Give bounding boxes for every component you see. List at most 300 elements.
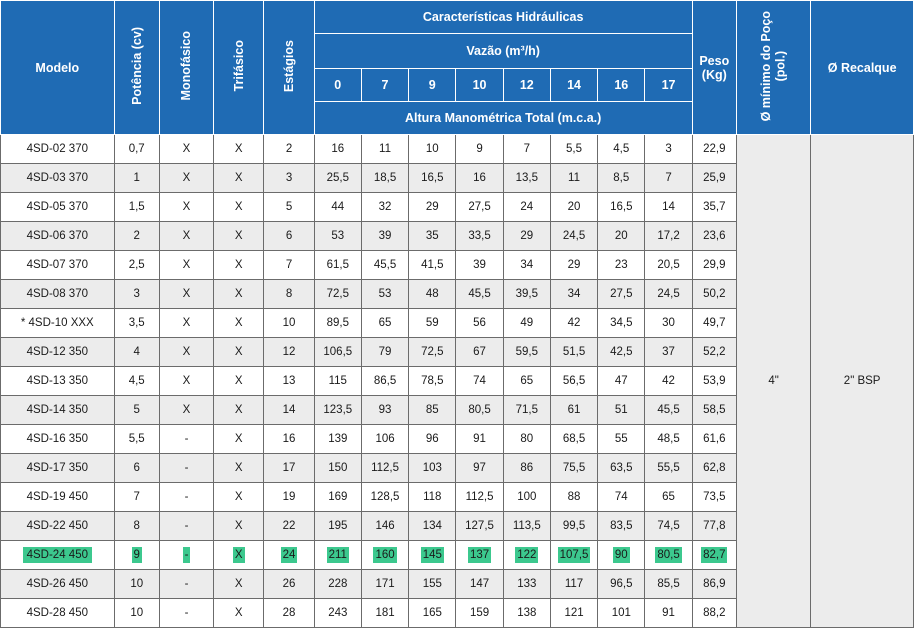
- cell-modelo: [1, 338, 115, 367]
- cell-altura-value: 211: [328, 549, 347, 561]
- cell-potencia: [114, 483, 159, 512]
- cell-estagios: [264, 309, 314, 338]
- cell-estagios: [264, 164, 314, 193]
- cell-peso-value: 23,6: [703, 230, 726, 242]
- cell-altura: [550, 251, 597, 280]
- cell-estagios: [264, 135, 314, 164]
- cell-altura-value: 171: [375, 578, 395, 590]
- cell-altura-value: 29: [567, 259, 581, 271]
- cell-altura-value: 74: [473, 375, 486, 387]
- cell-monofasico: [159, 164, 213, 193]
- table-header: [1, 1, 914, 135]
- cell-estagios-value: 13: [282, 375, 296, 387]
- cell-monofasico: [159, 193, 213, 222]
- cell-trifasico-value: X: [234, 462, 243, 474]
- cell-estagios-value: 19: [282, 491, 296, 503]
- cell-altura: [598, 541, 645, 570]
- header-vazao: Vazão (m³/h): [314, 34, 692, 69]
- cell-altura: [456, 454, 503, 483]
- cell-modelo: [1, 512, 115, 541]
- cell-altura-value: 128,5: [370, 491, 400, 503]
- cell-modelo: [1, 396, 115, 425]
- cell-altura: [361, 512, 408, 541]
- cell-altura: [550, 367, 597, 396]
- cell-trifasico-value: X: [234, 230, 243, 242]
- cell-modelo-value: 4SD-07 370: [26, 259, 88, 271]
- cell-altura-value: 5,5: [566, 143, 583, 155]
- cell-altura-value: 55,5: [657, 462, 680, 474]
- cell-altura-value: 91: [662, 607, 675, 619]
- cell-peso-value: 82,7: [703, 549, 726, 561]
- cell-potencia-value: 0,7: [128, 143, 145, 155]
- cell-peso-value: 50,2: [703, 288, 726, 300]
- cell-altura: [456, 193, 503, 222]
- cell-altura: [598, 280, 645, 309]
- cell-monofasico-value: -: [184, 549, 189, 561]
- cell-altura-value: 107,5: [559, 549, 589, 561]
- cell-modelo-value: 4SD-24 450: [23, 547, 92, 563]
- cell-altura-value: 165: [422, 607, 442, 619]
- cell-peso: [692, 280, 736, 309]
- cell-potencia: [114, 135, 159, 164]
- cell-peso-value: 58,5: [703, 404, 726, 416]
- cell-altura-value: 117: [564, 578, 584, 590]
- cell-altura: [598, 251, 645, 280]
- header-flow-value: 12: [503, 69, 550, 102]
- cell-trifasico-value: X: [234, 201, 243, 213]
- cell-altura: [314, 425, 361, 454]
- cell-altura-value: 75,5: [562, 462, 586, 474]
- cell-altura: [598, 338, 645, 367]
- cell-altura: [550, 135, 597, 164]
- cell-altura: [314, 454, 361, 483]
- cell-potencia-value: 5,5: [128, 433, 145, 445]
- cell-peso-value: 29,9: [703, 259, 726, 271]
- cell-estagios-value: 5: [285, 201, 293, 213]
- cell-altura: [361, 193, 408, 222]
- cell-altura-value: 24: [520, 201, 534, 213]
- cell-altura-value: 243: [328, 607, 348, 619]
- cell-altura-value: 9: [476, 143, 483, 155]
- cell-altura-value: 86,5: [373, 375, 397, 387]
- cell-modelo: [1, 599, 115, 628]
- cell-altura: [598, 454, 645, 483]
- cell-peso: [692, 599, 736, 628]
- cell-altura-value: 29: [425, 201, 439, 213]
- cell-potencia: [114, 164, 159, 193]
- cell-monofasico-value: X: [182, 201, 191, 213]
- cell-altura-value: 20,5: [657, 259, 680, 271]
- cell-altura: [503, 599, 550, 628]
- cell-modelo-value: 4SD-17 350: [26, 462, 88, 474]
- cell-altura-value: 45,5: [657, 404, 680, 416]
- cell-monofasico: [159, 338, 213, 367]
- cell-potencia-value: 4: [133, 346, 140, 358]
- cell-altura: [598, 396, 645, 425]
- cell-altura-value: 106,5: [323, 346, 353, 358]
- cell-altura: [645, 338, 692, 367]
- cell-modelo-value: 4SD-05 370: [26, 201, 88, 213]
- cell-potencia-value: 3: [133, 288, 140, 300]
- cell-altura-value: 122: [517, 549, 537, 561]
- cell-altura: [503, 222, 550, 251]
- cell-altura-value: 14: [662, 201, 675, 213]
- cell-modelo: [1, 164, 115, 193]
- header-caracteristicas: Características Hidráulicas: [314, 1, 692, 34]
- cell-peso: [692, 222, 736, 251]
- cell-trifasico-value: X: [234, 346, 243, 358]
- cell-altura: [550, 483, 597, 512]
- cell-modelo-value: 4SD-08 370: [26, 288, 88, 300]
- cell-trifasico-value: X: [234, 491, 243, 503]
- cell-altura-value: 72,5: [421, 346, 444, 358]
- cell-poco-merged: 4": [736, 135, 810, 628]
- cell-trifasico: [214, 396, 264, 425]
- cell-modelo: [1, 454, 115, 483]
- cell-altura: [314, 396, 361, 425]
- cell-altura: [598, 512, 645, 541]
- cell-trifasico: [214, 512, 264, 541]
- cell-peso-value: 22,9: [703, 143, 726, 155]
- cell-modelo: [1, 570, 115, 599]
- cell-altura: [456, 251, 503, 280]
- cell-altura-value: 139: [328, 433, 348, 445]
- cell-potencia: [114, 599, 159, 628]
- cell-modelo: [1, 251, 115, 280]
- cell-estagios: [264, 512, 314, 541]
- cell-modelo-value: 4SD-26 450: [26, 578, 88, 590]
- cell-peso: [692, 512, 736, 541]
- cell-altura-value: 45,5: [468, 288, 491, 300]
- cell-altura: [550, 396, 597, 425]
- cell-altura: [456, 309, 503, 338]
- cell-altura: [503, 309, 550, 338]
- cell-altura: [456, 338, 503, 367]
- cell-peso-value: 53,9: [703, 375, 726, 387]
- cell-altura-value: 101: [611, 607, 631, 619]
- cell-altura-value: 106: [375, 433, 395, 445]
- cell-modelo-value: 4SD-13 350: [26, 375, 88, 387]
- cell-trifasico: [214, 338, 264, 367]
- cell-potencia-value: 10: [130, 607, 144, 619]
- table-body: [1, 135, 914, 628]
- cell-altura: [409, 599, 456, 628]
- cell-altura-value: 55: [614, 433, 628, 445]
- cell-modelo-value: * 4SD-10 XXX: [20, 317, 94, 329]
- cell-altura: [361, 367, 408, 396]
- cell-altura: [598, 367, 645, 396]
- cell-modelo-value: 4SD-28 450: [26, 607, 88, 619]
- cell-altura: [645, 367, 692, 396]
- cell-altura-value: 90: [614, 549, 628, 561]
- cell-altura: [314, 570, 361, 599]
- cell-altura: [598, 599, 645, 628]
- cell-peso: [692, 367, 736, 396]
- cell-altura-value: 4,5: [613, 143, 630, 155]
- cell-altura-value: 91: [473, 433, 486, 445]
- cell-altura-value: 79: [378, 346, 392, 358]
- cell-altura-value: 155: [422, 578, 442, 590]
- cell-altura-value: 35: [425, 230, 439, 242]
- header-potencia: Potência (cv): [114, 1, 159, 135]
- cell-altura-value: 169: [328, 491, 348, 503]
- header-flow-value: 7: [361, 69, 408, 102]
- cell-altura: [550, 338, 597, 367]
- cell-altura-value: 8,5: [613, 172, 630, 184]
- cell-altura: [456, 135, 503, 164]
- cell-altura: [645, 280, 692, 309]
- cell-altura: [645, 135, 692, 164]
- cell-altura: [503, 570, 550, 599]
- cell-trifasico-value: X: [234, 404, 243, 416]
- cell-altura-value: 112,5: [465, 491, 494, 503]
- cell-altura-value: 150: [328, 462, 348, 474]
- cell-estagios: [264, 338, 314, 367]
- cell-altura-value: 44: [331, 201, 345, 213]
- cell-monofasico-value: -: [184, 491, 189, 503]
- cell-altura-value: 48,5: [657, 433, 680, 445]
- header-flow-value: 14: [550, 69, 597, 102]
- cell-altura: [503, 425, 550, 454]
- cell-modelo: [1, 222, 115, 251]
- cell-altura-value: 11: [379, 143, 391, 155]
- cell-potencia-value: 8: [133, 520, 140, 532]
- cell-altura: [361, 454, 408, 483]
- cell-altura-value: 127,5: [465, 520, 494, 532]
- cell-trifasico: [214, 599, 264, 628]
- cell-peso: [692, 135, 736, 164]
- cell-potencia-value: 1: [133, 172, 140, 184]
- cell-monofasico-value: X: [182, 172, 191, 184]
- cell-altura-value: 53: [378, 288, 392, 300]
- cell-altura-value: 13,5: [515, 172, 538, 184]
- cell-altura: [550, 309, 597, 338]
- cell-altura: [598, 570, 645, 599]
- cell-potencia-value: 2,5: [128, 259, 145, 271]
- cell-estagios-value: 12: [282, 346, 296, 358]
- cell-estagios-value: 24: [282, 549, 296, 561]
- cell-monofasico-value: X: [182, 230, 191, 242]
- cell-altura: [314, 512, 361, 541]
- cell-modelo-value: 4SD-16 350: [26, 433, 88, 445]
- cell-altura: [361, 338, 408, 367]
- cell-altura-value: 42,5: [610, 346, 633, 358]
- cell-altura-value: 88: [567, 491, 581, 503]
- cell-altura-value: 93: [378, 404, 392, 416]
- cell-peso: [692, 164, 736, 193]
- cell-potencia-value: 2: [133, 230, 140, 242]
- cell-estagios-value: 8: [285, 288, 293, 300]
- cell-altura-value: 53: [331, 230, 345, 242]
- header-flow-value: 0: [314, 69, 361, 102]
- cell-estagios-value: 16: [282, 433, 296, 445]
- cell-altura: [314, 599, 361, 628]
- cell-altura-value: 113,5: [512, 520, 541, 532]
- cell-monofasico: [159, 570, 213, 599]
- cell-altura-value: 16: [331, 143, 345, 155]
- cell-trifasico: [214, 222, 264, 251]
- header-recalque: Ø Recalque: [811, 1, 914, 135]
- cell-estagios-value: 6: [285, 230, 293, 242]
- cell-estagios: [264, 570, 314, 599]
- cell-altura-value: 61: [567, 404, 581, 416]
- cell-altura-value: 80,5: [657, 549, 680, 561]
- cell-monofasico: [159, 367, 213, 396]
- cell-altura-value: 47: [614, 375, 628, 387]
- cell-trifasico: [214, 570, 264, 599]
- cell-altura-value: 33,5: [468, 230, 491, 242]
- cell-altura-value: 99,5: [562, 520, 586, 532]
- cell-altura-value: 34: [567, 288, 581, 300]
- cell-estagios-value: 3: [285, 172, 293, 184]
- cell-altura-value: 39: [473, 259, 486, 271]
- cell-modelo: [1, 541, 115, 570]
- table-row: [1, 135, 914, 164]
- cell-altura-value: 48: [425, 288, 439, 300]
- cell-altura-value: 42: [567, 317, 581, 329]
- cell-peso: [692, 193, 736, 222]
- cell-altura: [361, 164, 408, 193]
- cell-altura-value: 49: [520, 317, 534, 329]
- cell-peso: [692, 570, 736, 599]
- cell-altura: [314, 483, 361, 512]
- cell-altura-value: 145: [422, 549, 442, 561]
- cell-altura: [409, 512, 456, 541]
- cell-monofasico: [159, 483, 213, 512]
- cell-potencia: [114, 367, 159, 396]
- cell-altura: [645, 222, 692, 251]
- header-flow-value: 10: [456, 69, 503, 102]
- cell-potencia: [114, 396, 159, 425]
- cell-monofasico: [159, 251, 213, 280]
- cell-trifasico-value: X: [234, 259, 243, 271]
- cell-modelo: [1, 309, 115, 338]
- cell-altura: [645, 599, 692, 628]
- cell-monofasico-value: X: [182, 143, 191, 155]
- cell-altura-value: 65: [662, 491, 675, 503]
- cell-altura: [456, 396, 503, 425]
- cell-potencia: [114, 309, 159, 338]
- cell-altura-value: 67: [473, 346, 486, 358]
- cell-altura: [314, 309, 361, 338]
- cell-trifasico-value: X: [234, 549, 243, 561]
- header-poco: Ø mínimo do Poço (pol.): [736, 1, 810, 135]
- header-flow-value: 16: [598, 69, 645, 102]
- cell-potencia-value: 10: [130, 578, 144, 590]
- cell-altura: [409, 570, 456, 599]
- cell-altura: [598, 425, 645, 454]
- cell-potencia-value: 4,5: [128, 375, 145, 387]
- cell-trifasico-value: X: [234, 607, 243, 619]
- cell-altura-value: 45,5: [373, 259, 397, 271]
- cell-altura-value: 20: [567, 201, 581, 213]
- cell-altura-value: 103: [422, 462, 442, 474]
- cell-altura: [645, 193, 692, 222]
- cell-potencia: [114, 425, 159, 454]
- cell-altura-value: 96: [425, 433, 439, 445]
- cell-estagios: [264, 483, 314, 512]
- cell-potencia-value: 1,5: [128, 201, 145, 213]
- cell-peso-value: 52,2: [703, 346, 726, 358]
- cell-peso-value: 86,9: [703, 578, 726, 590]
- cell-estagios-value: 22: [282, 520, 296, 532]
- cell-trifasico-value: X: [234, 375, 243, 387]
- cell-altura-value: 42: [662, 375, 675, 387]
- cell-estagios: [264, 367, 314, 396]
- cell-altura: [409, 222, 456, 251]
- cell-estagios-value: 14: [282, 404, 296, 416]
- header-altura: Altura Manométrica Total (m.c.a.): [314, 102, 692, 135]
- cell-altura-value: 68,5: [562, 433, 586, 445]
- cell-altura: [550, 193, 597, 222]
- cell-altura: [503, 541, 550, 570]
- cell-altura-value: 63,5: [610, 462, 633, 474]
- cell-altura: [645, 512, 692, 541]
- header-monofasico: Monofásico: [159, 1, 213, 135]
- cell-altura: [550, 454, 597, 483]
- cell-altura: [361, 483, 408, 512]
- cell-potencia: [114, 454, 159, 483]
- cell-potencia: [114, 251, 159, 280]
- cell-altura: [409, 454, 456, 483]
- cell-trifasico-value: X: [234, 317, 243, 329]
- cell-altura: [409, 367, 456, 396]
- cell-altura: [645, 251, 692, 280]
- cell-estagios: [264, 396, 314, 425]
- cell-trifasico: [214, 483, 264, 512]
- cell-estagios-value: 17: [282, 462, 296, 474]
- cell-altura: [409, 425, 456, 454]
- cell-altura: [456, 425, 503, 454]
- cell-altura-value: 86: [520, 462, 534, 474]
- cell-altura-value: 121: [564, 607, 584, 619]
- cell-monofasico: [159, 309, 213, 338]
- cell-altura: [314, 164, 361, 193]
- cell-trifasico: [214, 164, 264, 193]
- cell-monofasico-value: X: [182, 404, 191, 416]
- cell-peso: [692, 425, 736, 454]
- cell-altura: [550, 570, 597, 599]
- header-peso: Peso (Kg): [692, 1, 736, 135]
- cell-altura-value: 25,5: [326, 172, 349, 184]
- cell-altura-value: 7: [523, 143, 530, 155]
- cell-altura-value: 147: [469, 578, 490, 590]
- cell-monofasico-value: X: [182, 259, 191, 271]
- cell-altura: [550, 425, 597, 454]
- cell-altura-value: 37: [662, 346, 675, 358]
- cell-monofasico: [159, 280, 213, 309]
- cell-peso: [692, 483, 736, 512]
- cell-altura: [503, 193, 550, 222]
- cell-peso: [692, 309, 736, 338]
- cell-altura: [409, 280, 456, 309]
- cell-altura-value: 100: [517, 491, 537, 503]
- cell-peso: [692, 338, 736, 367]
- cell-altura-value: 61,5: [326, 259, 349, 271]
- cell-altura: [456, 164, 503, 193]
- cell-altura: [598, 309, 645, 338]
- cell-potencia: [114, 541, 159, 570]
- cell-altura: [503, 280, 550, 309]
- cell-peso-value: 35,7: [703, 201, 726, 213]
- cell-altura: [361, 222, 408, 251]
- cell-potencia-value: 3,5: [128, 317, 145, 329]
- cell-altura: [645, 425, 692, 454]
- cell-altura: [314, 367, 361, 396]
- cell-altura: [456, 222, 503, 251]
- cell-altura-value: 85: [425, 404, 439, 416]
- cell-modelo-value: 4SD-22 450: [26, 520, 88, 532]
